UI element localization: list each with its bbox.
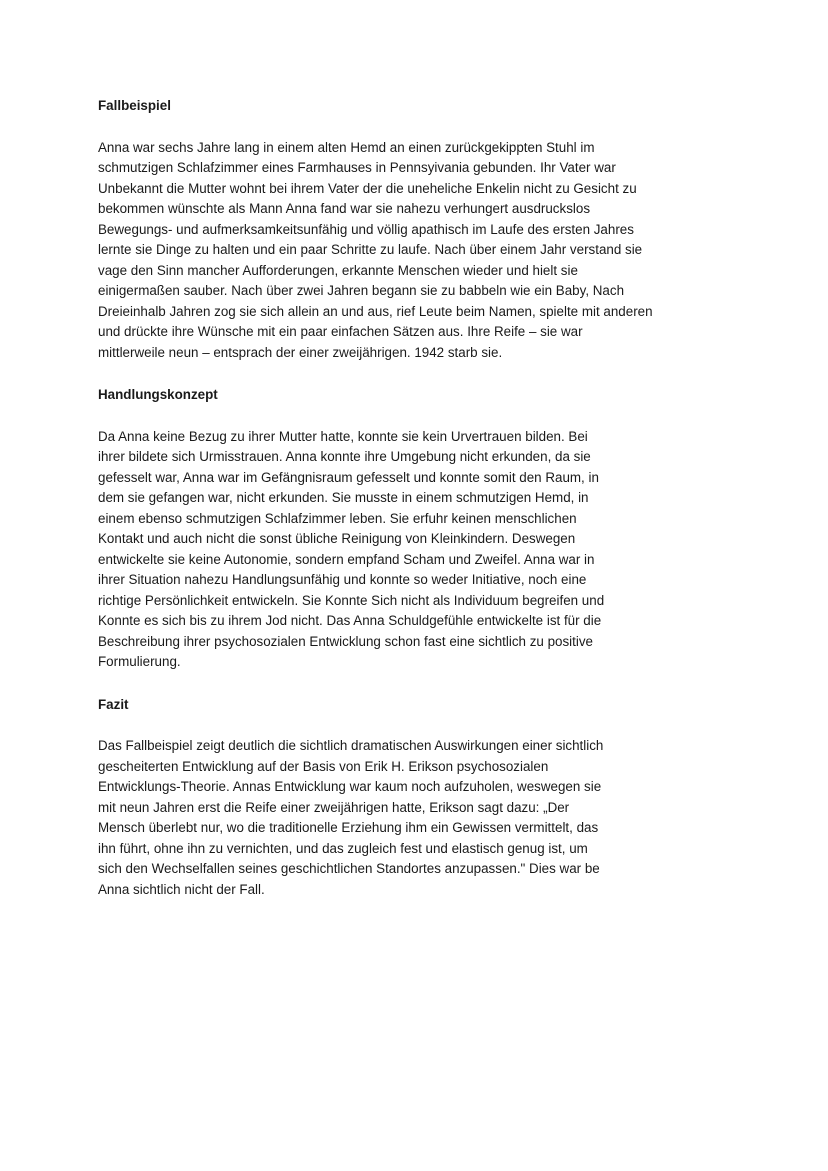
section-fazit	[98, 695, 698, 901]
section-heading: Handlungskonzept	[98, 387, 218, 402]
section-fallbeispiel	[98, 96, 698, 363]
section-heading: Fazit	[98, 696, 129, 712]
section-paragraph: Das Fallbeispiel zeigt deutlich die sichtlich dramatischen Auswirkungen einer sichtlich gescheiterten Entwicklung auf der Basis von Erik H. Erikson psychosozialen Entwicklungs-Theorie. Annas Entwicklung war kaum noch aufzuholen, weswegen sie mit neun Jahren erst die Reife einer zweijährigen hatte, Erikson sagt dazu: „Der Mensch überlebt nur, wo die traditionelle Erziehung ihm ein Gewissen vermittelt, das ihn führt, ohne ihn zu vernichten, und das zugleich fest und elastisch genug ist, um sich den Wechselfallen seines geschichtlichen Standortes anzupassen." Dies war be Anna sichtlich nicht der Fall.	[98, 738, 604, 897]
section-paragraph: Anna war sechs Jahre lang in einem alten Hemd an einen zurückgekippten Stuhl im schmutzigen Schlafzimmer eines Farmhauses in Pennsyivania gebunden. Ihr Vater war Unbekannt die Mutter wohnt bei ihrem Vater der die uneheliche Enkelin nicht zu Gesicht zu bekommen wünschte als Mann Anna fand war sie nahezu verhungert ausdruckslos Bewegungs- und aufmerksamkeitsunfähig und völlig apathisch im Laufe des ersten Jahres lernte sie Dinge zu halten und ein paar Schritte zu laufe. Nach über einem Jahr verstand sie vage den Sinn mancher Aufforderungen, erkannte Menschen wieder und hielt sie einigermaßen sauber. Nach über zwei Jahren begann sie zu babbeln wie ein Baby, Nach Dreieinhalb Jahren zog sie sich allein an und aus, rief Leute beim Namen, spielte mit anderen und drückte ihre Wünsche mit ein paar einfachen Sätzen aus. Ihre Reife – sie war mittlerweile neun – entsprach der einer zweijährigen. 1942 starb sie.	[98, 139, 653, 360]
section-heading: Fallbeispiel	[98, 98, 171, 113]
section-paragraph: Da Anna keine Bezug zu ihrer Mutter hatte, konnte sie kein Urvertrauen bilden. Bei ihrer bildete sich Urmisstrauen. Anna konnte ihre Umgebung nicht erkunden, da sie gefesselt war, Anna war im Gefängnisraum gefesselt und konnte somit den Raum, in dem sie gefangen war, nicht erkunden. Sie musste in einem schmutzigen Hemd, in einem ebenso schmutzigen Schlafzimmer leben. Sie erfuhr keinen menschlichen Kontakt und auch nicht die sonst übliche Reinigung von Kleinkindern. Deswegen entwickelte sie keine Autonomie, sondern empfand Scham und Zweifel. Anna war in ihrer Situation nahezu Handlungsunfähig und konnte so weder Initiative, noch eine richtige Persönlichkeit entwickeln. Sie Konnte Sich nicht als Individuum begreifen und Konnte es sich bis zu ihrem Jod nicht. Das Anna Schuldgefühle entwickelte ist für die Beschreibung ihrer psychosozialen Entwicklung schon fast eine sichtlich zu positive Formulierung.	[98, 428, 605, 669]
section-handlungskonzept	[98, 385, 698, 673]
document-page	[98, 96, 698, 900]
